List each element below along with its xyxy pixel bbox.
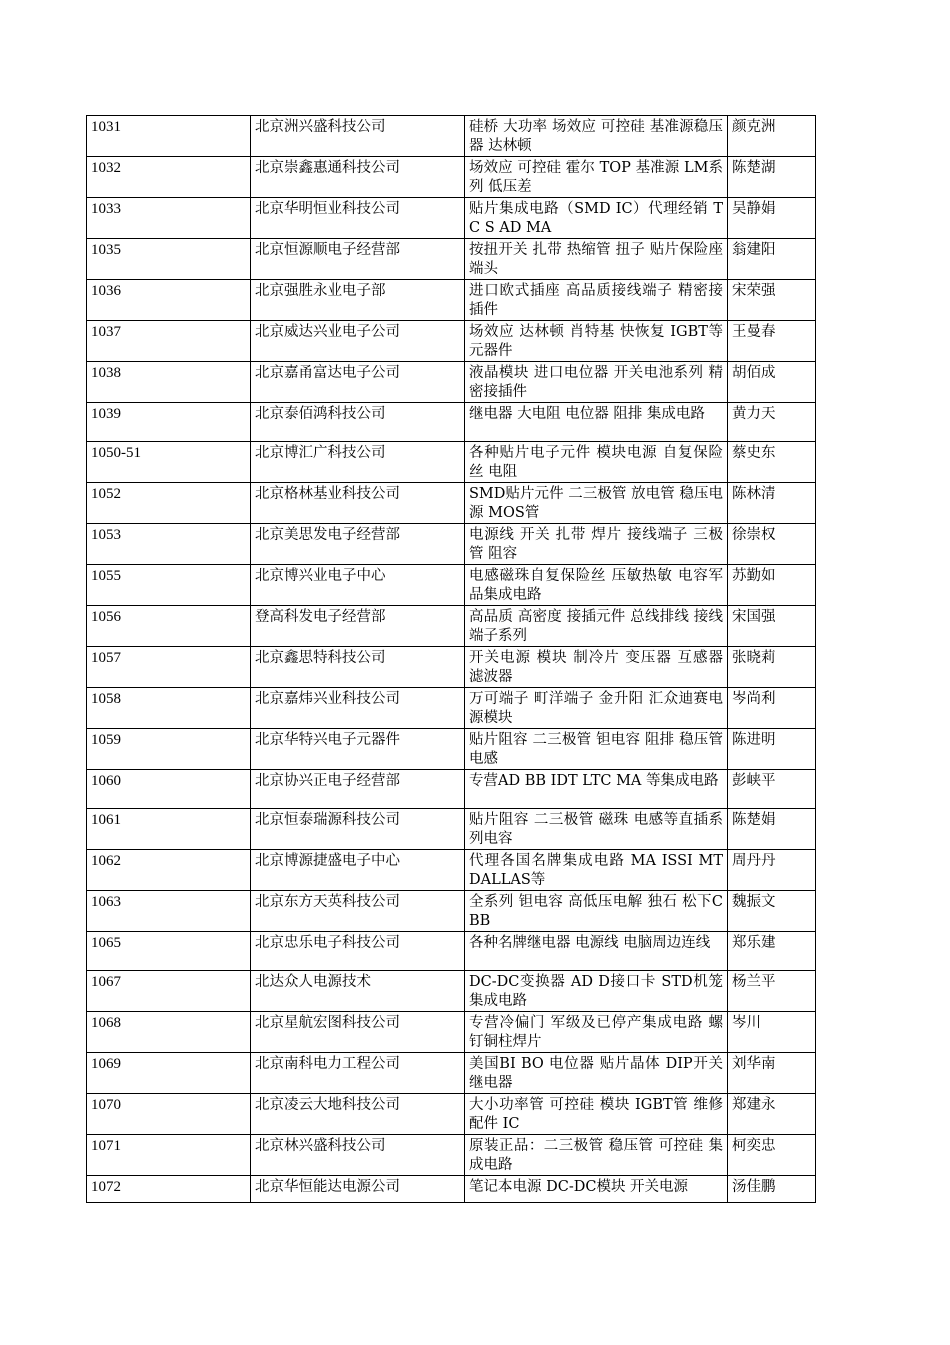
booth-number-cell: 1067 bbox=[87, 971, 251, 1012]
company-name-cell: 北京博兴业电子中心 bbox=[251, 565, 465, 606]
contact-person-cell: 彭峡平 bbox=[728, 770, 816, 809]
contact-person-cell: 颜克洲 bbox=[728, 116, 816, 157]
booth-number-cell: 1037 bbox=[87, 321, 251, 362]
company-name-cell: 北京华特兴电子元器件 bbox=[251, 729, 465, 770]
contact-person-cell: 岑尚利 bbox=[728, 688, 816, 729]
products-cell: 各种名牌继电器 电源线 电脑周边连线 bbox=[465, 932, 728, 971]
company-name-cell: 北京凌云大地科技公司 bbox=[251, 1094, 465, 1135]
table-row bbox=[87, 647, 816, 688]
table-row bbox=[87, 280, 816, 321]
booth-number-cell: 1068 bbox=[87, 1012, 251, 1053]
table-row bbox=[87, 157, 816, 198]
contact-person-cell: 陈楚娟 bbox=[728, 809, 816, 850]
products-cell: 场效应 可控硅 霍尔 TOP 基准源 LM系列 低压差 bbox=[465, 157, 728, 198]
booth-number-cell: 1063 bbox=[87, 891, 251, 932]
products-cell: 代理各国名牌集成电路 MA ISSI MT DALLAS等 bbox=[465, 850, 728, 891]
booth-number-cell: 1062 bbox=[87, 850, 251, 891]
booth-number-cell: 1056 bbox=[87, 606, 251, 647]
contact-person-cell: 刘华南 bbox=[728, 1053, 816, 1094]
table-row bbox=[87, 688, 816, 729]
booth-number-cell: 1070 bbox=[87, 1094, 251, 1135]
company-name-cell: 北京华明恒业科技公司 bbox=[251, 198, 465, 239]
table-row bbox=[87, 442, 816, 483]
booth-number-cell: 1038 bbox=[87, 362, 251, 403]
booth-number-cell: 1061 bbox=[87, 809, 251, 850]
contact-person-cell: 胡佰成 bbox=[728, 362, 816, 403]
products-cell: 全系列 钽电容 高低压电解 独石 松下CBB bbox=[465, 891, 728, 932]
table-row bbox=[87, 321, 816, 362]
table-row bbox=[87, 1053, 816, 1094]
contact-person-cell: 魏振文 bbox=[728, 891, 816, 932]
contact-person-cell: 郑乐建 bbox=[728, 932, 816, 971]
booth-number-cell: 1033 bbox=[87, 198, 251, 239]
products-cell: 贴片集成电路（SMD IC）代理经销 TC S AD MA bbox=[465, 198, 728, 239]
contact-person-cell: 柯奕忠 bbox=[728, 1135, 816, 1176]
contact-person-cell: 汤佳鹏 bbox=[728, 1176, 816, 1203]
company-name-cell: 北京恒泰瑞源科技公司 bbox=[251, 809, 465, 850]
table-row bbox=[87, 1176, 816, 1203]
booth-number-cell: 1036 bbox=[87, 280, 251, 321]
contact-person-cell: 岑川 bbox=[728, 1012, 816, 1053]
products-cell: 硅桥 大功率 场效应 可控硅 基准源稳压器 达林顿 bbox=[465, 116, 728, 157]
booth-number-cell: 1058 bbox=[87, 688, 251, 729]
products-cell: 开关电源 模块 制冷片 变压器 互感器 滤波器 bbox=[465, 647, 728, 688]
company-name-cell: 北京洲兴盛科技公司 bbox=[251, 116, 465, 157]
products-cell: 专营冷偏门 军级及已停产集成电路 螺钉铜柱焊片 bbox=[465, 1012, 728, 1053]
company-name-cell: 北京南科电力工程公司 bbox=[251, 1053, 465, 1094]
products-cell: 万可端子 町洋端子 金升阳 汇众迪赛电源模块 bbox=[465, 688, 728, 729]
table-row bbox=[87, 770, 816, 809]
company-name-cell: 北京林兴盛科技公司 bbox=[251, 1135, 465, 1176]
booth-number-cell: 1055 bbox=[87, 565, 251, 606]
table-row bbox=[87, 565, 816, 606]
contact-person-cell: 张晓莉 bbox=[728, 647, 816, 688]
contact-person-cell: 杨兰平 bbox=[728, 971, 816, 1012]
contact-person-cell: 陈进明 bbox=[728, 729, 816, 770]
contact-person-cell: 陈楚湖 bbox=[728, 157, 816, 198]
table-row bbox=[87, 891, 816, 932]
booth-number-cell: 1053 bbox=[87, 524, 251, 565]
table-row bbox=[87, 524, 816, 565]
company-name-cell: 北京鑫思特科技公司 bbox=[251, 647, 465, 688]
products-cell: 大小功率管 可控硅 模块 IGBT管 维修配件 IC bbox=[465, 1094, 728, 1135]
products-cell: 美国BI BO 电位器 贴片晶体 DIP开关继电器 bbox=[465, 1053, 728, 1094]
table-row bbox=[87, 1135, 816, 1176]
products-cell: 原装正品：二三极管 稳压管 可控硅 集成电路 bbox=[465, 1135, 728, 1176]
company-name-cell: 北京嘉甬富达电子公司 bbox=[251, 362, 465, 403]
company-name-cell: 北京嘉炜兴业科技公司 bbox=[251, 688, 465, 729]
contact-person-cell: 王曼春 bbox=[728, 321, 816, 362]
directory-table-body bbox=[87, 116, 816, 1203]
table-row bbox=[87, 850, 816, 891]
company-name-cell: 北京崇鑫惠通科技公司 bbox=[251, 157, 465, 198]
contact-person-cell: 陈林清 bbox=[728, 483, 816, 524]
table-row bbox=[87, 729, 816, 770]
products-cell: 贴片阻容 二三极管 磁珠 电感等直插系列电容 bbox=[465, 809, 728, 850]
booth-number-cell: 1069 bbox=[87, 1053, 251, 1094]
table-row bbox=[87, 971, 816, 1012]
table-row bbox=[87, 1012, 816, 1053]
products-cell: 笔记本电源 DC-DC模块 开关电源 bbox=[465, 1176, 728, 1203]
products-cell: 专营AD BB IDT LTC MA 等集成电路 bbox=[465, 770, 728, 809]
contact-person-cell: 黄力天 bbox=[728, 403, 816, 442]
booth-number-cell: 1035 bbox=[87, 239, 251, 280]
company-name-cell: 北京星航宏图科技公司 bbox=[251, 1012, 465, 1053]
products-cell: DC-DC变换器 AD D接口卡 STD机笼 集成电路 bbox=[465, 971, 728, 1012]
contact-person-cell: 吴静娟 bbox=[728, 198, 816, 239]
products-cell: 各种贴片电子元件 模块电源 自复保险丝 电阻 bbox=[465, 442, 728, 483]
contact-person-cell: 苏勤如 bbox=[728, 565, 816, 606]
booth-number-cell: 1052 bbox=[87, 483, 251, 524]
products-cell: 高品质 高密度 接插元件 总线排线 接线端子系列 bbox=[465, 606, 728, 647]
directory-table bbox=[86, 115, 816, 1203]
company-name-cell: 北京博汇广科技公司 bbox=[251, 442, 465, 483]
contact-person-cell: 郑建永 bbox=[728, 1094, 816, 1135]
contact-person-cell: 宋国强 bbox=[728, 606, 816, 647]
contact-person-cell: 翁建阳 bbox=[728, 239, 816, 280]
table-row bbox=[87, 362, 816, 403]
company-name-cell: 北京华恒能达电源公司 bbox=[251, 1176, 465, 1203]
contact-person-cell: 周丹丹 bbox=[728, 850, 816, 891]
products-cell: 液晶模块 进口电位器 开关电池系列 精密接插件 bbox=[465, 362, 728, 403]
booth-number-cell: 1065 bbox=[87, 932, 251, 971]
booth-number-cell: 1039 bbox=[87, 403, 251, 442]
table-row bbox=[87, 239, 816, 280]
contact-person-cell: 徐崇权 bbox=[728, 524, 816, 565]
table-row bbox=[87, 198, 816, 239]
booth-number-cell: 1031 bbox=[87, 116, 251, 157]
company-name-cell: 北京协兴正电子经营部 bbox=[251, 770, 465, 809]
table-row bbox=[87, 932, 816, 971]
company-name-cell: 北京东方天英科技公司 bbox=[251, 891, 465, 932]
company-name-cell: 北京恒源顺电子经营部 bbox=[251, 239, 465, 280]
contact-person-cell: 宋荣强 bbox=[728, 280, 816, 321]
contact-person-cell: 蔡史东 bbox=[728, 442, 816, 483]
table-row bbox=[87, 1094, 816, 1135]
company-name-cell: 北达众人电源技术 bbox=[251, 971, 465, 1012]
booth-number-cell: 1060 bbox=[87, 770, 251, 809]
table-row bbox=[87, 483, 816, 524]
company-name-cell: 北京美思发电子经营部 bbox=[251, 524, 465, 565]
company-name-cell: 北京威达兴业电子公司 bbox=[251, 321, 465, 362]
booth-number-cell: 1059 bbox=[87, 729, 251, 770]
company-name-cell: 北京忠乐电子科技公司 bbox=[251, 932, 465, 971]
company-name-cell: 北京强胜永业电子部 bbox=[251, 280, 465, 321]
booth-number-cell: 1050-51 bbox=[87, 442, 251, 483]
booth-number-cell: 1072 bbox=[87, 1176, 251, 1203]
table-row bbox=[87, 116, 816, 157]
table-row bbox=[87, 809, 816, 850]
company-name-cell: 北京博源捷盛电子中心 bbox=[251, 850, 465, 891]
products-cell: 进口欧式插座 高品质接线端子 精密接插件 bbox=[465, 280, 728, 321]
table-row bbox=[87, 606, 816, 647]
booth-number-cell: 1071 bbox=[87, 1135, 251, 1176]
products-cell: 场效应 达林顿 肖特基 快恢复 IGBT等元器件 bbox=[465, 321, 728, 362]
table-row bbox=[87, 403, 816, 442]
booth-number-cell: 1057 bbox=[87, 647, 251, 688]
company-name-cell: 北京泰佰鸿科技公司 bbox=[251, 403, 465, 442]
booth-number-cell: 1032 bbox=[87, 157, 251, 198]
products-cell: SMD贴片元件 二三极管 放电管 稳压电源 MOS管 bbox=[465, 483, 728, 524]
products-cell: 电源线 开关 扎带 焊片 接线端子 三极管 阻容 bbox=[465, 524, 728, 565]
company-name-cell: 登高科发电子经营部 bbox=[251, 606, 465, 647]
products-cell: 贴片阻容 二三极管 钽电容 阻排 稳压管 电感 bbox=[465, 729, 728, 770]
company-name-cell: 北京格林基业科技公司 bbox=[251, 483, 465, 524]
products-cell: 按扭开关 扎带 热缩管 扭子 贴片保险座 端头 bbox=[465, 239, 728, 280]
products-cell: 电感磁珠自复保险丝 压敏热敏 电容军品集成电路 bbox=[465, 565, 728, 606]
products-cell: 继电器 大电阻 电位器 阻排 集成电路 bbox=[465, 403, 728, 442]
